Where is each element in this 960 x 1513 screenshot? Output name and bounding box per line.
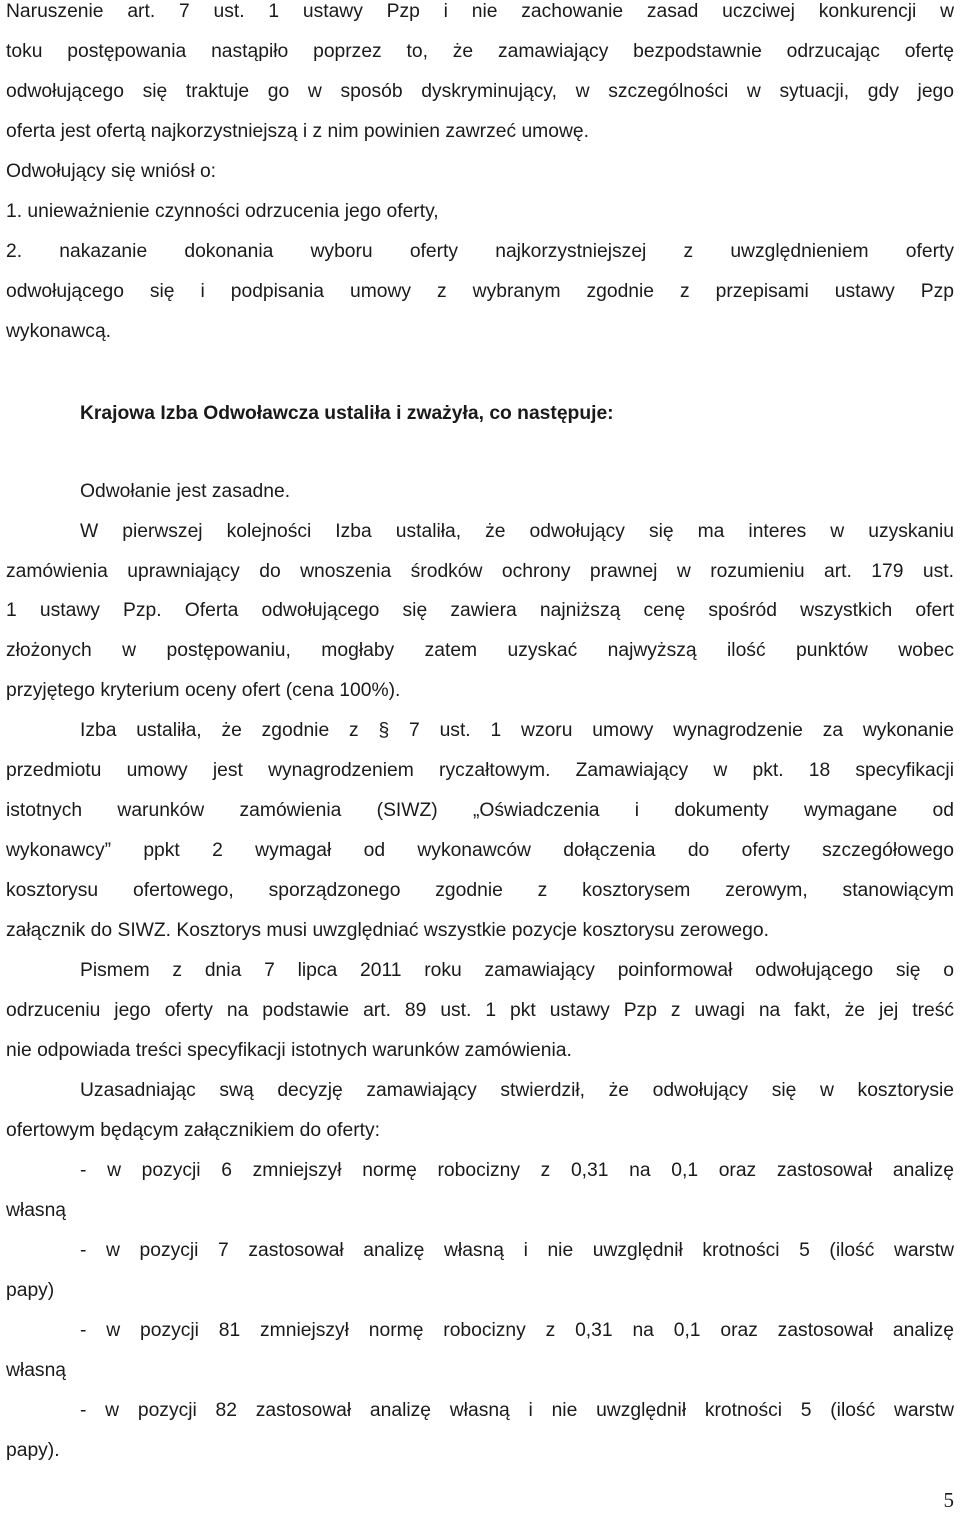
- text-line: Naruszenie art. 7 ust. 1 ustawy Pzp i nie zachowanie zasad uczciwej konkurencji w: [6, 1, 954, 22]
- text-line: własną: [6, 1360, 67, 1381]
- text-line: Odwołanie jest zasadne.: [80, 481, 291, 502]
- text-line: kosztorysu ofertowego, sporządzonego zgodnie z kosztorysem zerowym, stanowiącym: [6, 880, 954, 901]
- text-line: załącznik do SIWZ. Kosztorys musi uwzględniać wszystkie pozycje kosztorysu zerowego.: [6, 920, 769, 941]
- list-item: - w pozycji 7 zastosował analizę własną i nie uwzględnił krotności 5 (ilość warstw: [80, 1240, 954, 1261]
- text-line: 1 ustawy Pzp. Oferta odwołującego się zawiera najniższą cenę spośród wszystkich ofert: [6, 600, 954, 621]
- list-item: - w pozycji 81 zmniejszył normę robocizny z 0,31 na 0,1 oraz zastosował analizę: [80, 1320, 954, 1341]
- text-line: papy).: [6, 1440, 60, 1461]
- text-line: odrzuceniu jego oferty na podstawie art. 89 ust. 1 pkt ustawy Pzp z uwagi na fakt, że jej treść: [6, 1000, 954, 1021]
- list-item: - w pozycji 82 zastosował analizę własną i nie uwzględnił krotności 5 (ilość warstw: [80, 1400, 954, 1421]
- text-line: nie odpowiada treści specyfikacji istotnych warunków zamówienia.: [6, 1040, 572, 1061]
- list-item: 2. nakazanie dokonania wyboru oferty najkorzystniejszej z uwzględnieniem oferty: [6, 241, 954, 262]
- text-line: własną: [6, 1200, 67, 1221]
- text-line: zamówienia uprawniający do wnoszenia środków ochrony prawnej w rozumieniu art. 179 ust.: [6, 561, 954, 582]
- text-line: odwołującego się i podpisania umowy z wybranym zgodnie z przepisami ustawy Pzp: [6, 281, 954, 302]
- text-line: Uzasadniając swą decyzję zamawiający stwierdził, że odwołujący się w kosztorysie: [80, 1080, 954, 1101]
- page-number: 5: [943, 1488, 954, 1512]
- text-line: Izba ustaliła, że zgodnie z § 7 ust. 1 wzoru umowy wynagrodzenie za wykonanie: [80, 720, 954, 741]
- list-item: 1. unieważnienie czynności odrzucenia jego oferty,: [6, 201, 439, 222]
- list-item: - w pozycji 6 zmniejszył normę robocizny z 0,31 na 0,1 oraz zastosował analizę: [80, 1160, 954, 1181]
- text-line: ofertowym będącym załącznikiem do oferty:: [6, 1120, 380, 1141]
- text-line: złożonych w postępowaniu, mogłaby zatem uzyskać najwyższą ilość punktów wobec: [6, 640, 954, 661]
- text-line: wykonawcą.: [6, 321, 112, 342]
- text-line: toku postępowania nastąpiło poprzez to, że zamawiający bezpodstawnie odrzucając ofertę: [6, 41, 954, 62]
- text-line: papy): [6, 1280, 55, 1301]
- text-line: wykonawcy” ppkt 2 wymagał od wykonawców dołączenia do oferty szczegółowego: [6, 840, 954, 861]
- text-line: istotnych warunków zamówienia (SIWZ) „Oświadczenia i dokumenty wymagane od: [6, 800, 954, 821]
- text-line: przedmiotu umowy jest wynagrodzeniem ryczałtowym. Zamawiający w pkt. 18 specyfikacji: [6, 760, 954, 781]
- text-line: przyjętego kryterium oceny ofert (cena 100%).: [6, 680, 401, 701]
- text-line: W pierwszej kolejności Izba ustaliła, że odwołujący się ma interes w uzyskaniu: [80, 521, 954, 542]
- text-line: oferta jest ofertą najkorzystniejszą i z nim powinien zawrzeć umowę.: [6, 121, 589, 142]
- section-heading: Krajowa Izba Odwoławcza ustaliła i zważyła, co następuje:: [80, 403, 614, 424]
- text-line: Pismem z dnia 7 lipca 2011 roku zamawiający poinformował odwołującego się o: [80, 960, 954, 981]
- text-line: odwołującego się traktuje go w sposób dyskryminujący, w szczególności w sytuacji, gdy jego: [6, 81, 954, 102]
- text-line: Odwołujący się wniósł o:: [6, 161, 217, 182]
